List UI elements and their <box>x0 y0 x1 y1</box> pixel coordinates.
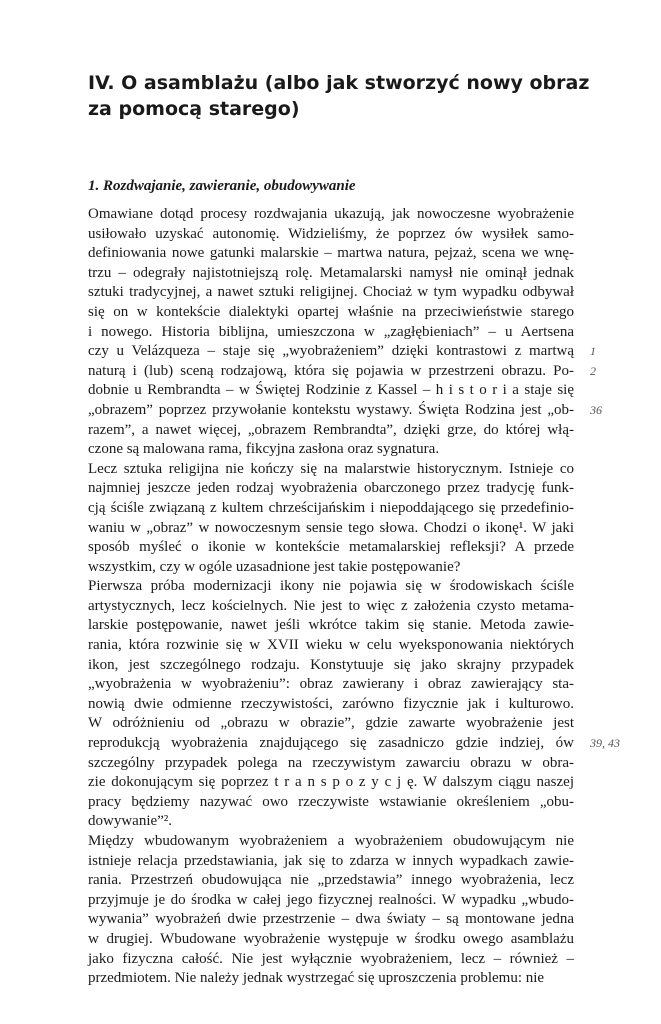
text-line: przyjmuje je do środka w całej jego fizycznej realności. W wypadku „wbudo- <box>88 891 574 908</box>
text-line: usiłowało uzyskać autonomię. Widzieliśmy, że poprzez ów wysiłek samo- <box>88 225 574 242</box>
text-line: w drugiej. Wbudowane wyobrażenie występuje w środku owego asamblażu <box>88 930 574 947</box>
text-line: najmniej jeszcze jeden rodzaj wyobrażenia obarczonego przez tradycję funk- <box>88 480 574 497</box>
text-line: wszystkim, czy w ogóle uzasadnione jest takie postępowanie? <box>88 558 461 575</box>
chapter-title <box>88 70 590 122</box>
text-line: Omawiane dotąd procesy rozdwajania ukazują, jak nowoczesne wyobrażenie <box>88 206 574 222</box>
text-line: ikon, jest szczególnego rodzaju. Konstytuuje się jako skrajny przypadek <box>88 656 574 673</box>
text-line: czone są malowana rama, fikcyjna zasłona oraz sygnatura. <box>88 441 440 458</box>
text-line: „wyobrażenia w wyobrażeniu”: obraz zawierany i obraz zawierający sta- <box>88 676 574 693</box>
body-text <box>88 205 574 989</box>
text-line: wywania” wyobrażeń dwie przestrzenie – dwa światy – są montowane jedna <box>88 911 574 928</box>
text-line: istnieje relacja przedstawiania, jak się to zdarza w innych wypadkach zawie- <box>88 852 574 869</box>
text-line: rania, która rozwinie się w XVII wieku w celu wyeksponowania niektórych <box>88 637 574 654</box>
text-line: cją ściśle związaną z kultem chrześcijańskim i niepoddającego się przedefinio- <box>88 499 574 516</box>
margin-reference: 36 <box>590 403 602 417</box>
text-line: dobnie u Rembrandta – w Świętej Rodzinie z Kassel – h i s t o r i a staje się <box>88 382 574 399</box>
text-line: i nowego. Historia biblijna, umieszczona w „zagłębieniach” – u Aertsena <box>88 323 574 340</box>
chapter-title-line: IV. O asamblażu (albo jak stworzyć nowy obraz <box>88 72 590 94</box>
text-line: się on w kontekście dialektyki opartej właśnie na przeciwieństwie starego <box>88 303 574 320</box>
margin-reference: 2 <box>590 363 596 378</box>
section-heading: 1. Rozdwajanie, zawieranie, obudowywanie <box>88 178 356 194</box>
text-line: pracy będziemy nazywać owo rzeczywiste wstawianie określeniem „obu- <box>88 793 574 810</box>
text-line: przedmiotem. Nie należy jednak wystrzegać się uproszczenia problemu: nie <box>88 970 545 987</box>
text-line: „obrazem” poprzez przywołanie kontekstu wystawy. Święta Rodzina jest „ob- <box>88 401 574 418</box>
text-line: Lecz sztuka religijna nie kończy się na malarstwie historycznym. Istnieje co <box>88 460 574 477</box>
text-line: W odróżnieniu od „obrazu w obrazie”, gdzie zawarte wyobrażenie jest <box>88 715 574 732</box>
text-line: rania. Przestrzeń obudowująca nie „przedstawia” innego wyobrażenia, lecz <box>88 872 574 889</box>
text-line: naturą i (lub) sceną rodzajową, która się pojawia w przestrzeni obrazu. Po- <box>88 362 574 379</box>
text-line: artystycznych, lecz kościelnych. Nie jest to więc z założenia czysto metama- <box>88 597 574 614</box>
margin-reference: 39, 43 <box>590 736 620 751</box>
text-line: definiowania nowe gatunki malarskie – martwa natura, pejzaż, scena we wnę- <box>88 245 574 262</box>
chapter-title-line: za pomocą starego) <box>88 98 300 120</box>
text-line: larskie postępowanie, nawet jeśli wkrótce takim się stanie. Metoda zawie- <box>88 617 574 634</box>
text-line: sztuki tradycyjnej, a nawet sztuki religijnej. Chociaż w tym wypadku odbywał <box>88 284 574 301</box>
text-line: czy u Velázqueza – staje się „wyobrażeniem” dzięki kontrastowi z martwą <box>88 343 574 360</box>
text-line: jako fizyczna całość. Nie jest wyłącznie wyobrażeniem, lecz – również – <box>88 950 574 967</box>
text-line: reprodukcją wyobrażenia znajdującego się zasadniczo gdzie indziej, ów <box>88 735 574 752</box>
text-line: Między wbudowanym wyobrażeniem a wyobrażeniem obudowującym nie <box>88 833 574 849</box>
text-line: szczególny przypadek polega na rzeczywistym zawarciu obrazu w obra- <box>88 754 574 771</box>
text-line: Pierwsza próba modernizacji ikony nie pojawia się w środowiskach ściśle <box>88 578 574 595</box>
text-line: waniu w „obraz” w nowoczesnym sensie tego słowa. Chodzi o ikonę¹. W jaki <box>88 519 574 536</box>
margin-reference: 1 <box>590 344 596 359</box>
text-line: zie dokonującym się poprzez t r a n s p o z y c j ę. W dalszym ciągu naszej <box>88 774 574 791</box>
text-line: trzu – odegrały najistotniejszą rolę. Metamalarski namysł nie ominął jednak <box>88 264 574 281</box>
text-line: dowywanie”². <box>88 813 173 830</box>
text-line: razem”, a nawet więcej, „obrazem Rembrandta”, dzięki grze, do której włą- <box>88 421 574 438</box>
text-line: nowią dwie odmienne rzeczywistości, zarówno fizycznie jak i kulturowo. <box>88 695 574 712</box>
text-line: sposób myśleć o ikonie w kontekście metamalarskiej refleksji? A przede <box>88 539 574 556</box>
